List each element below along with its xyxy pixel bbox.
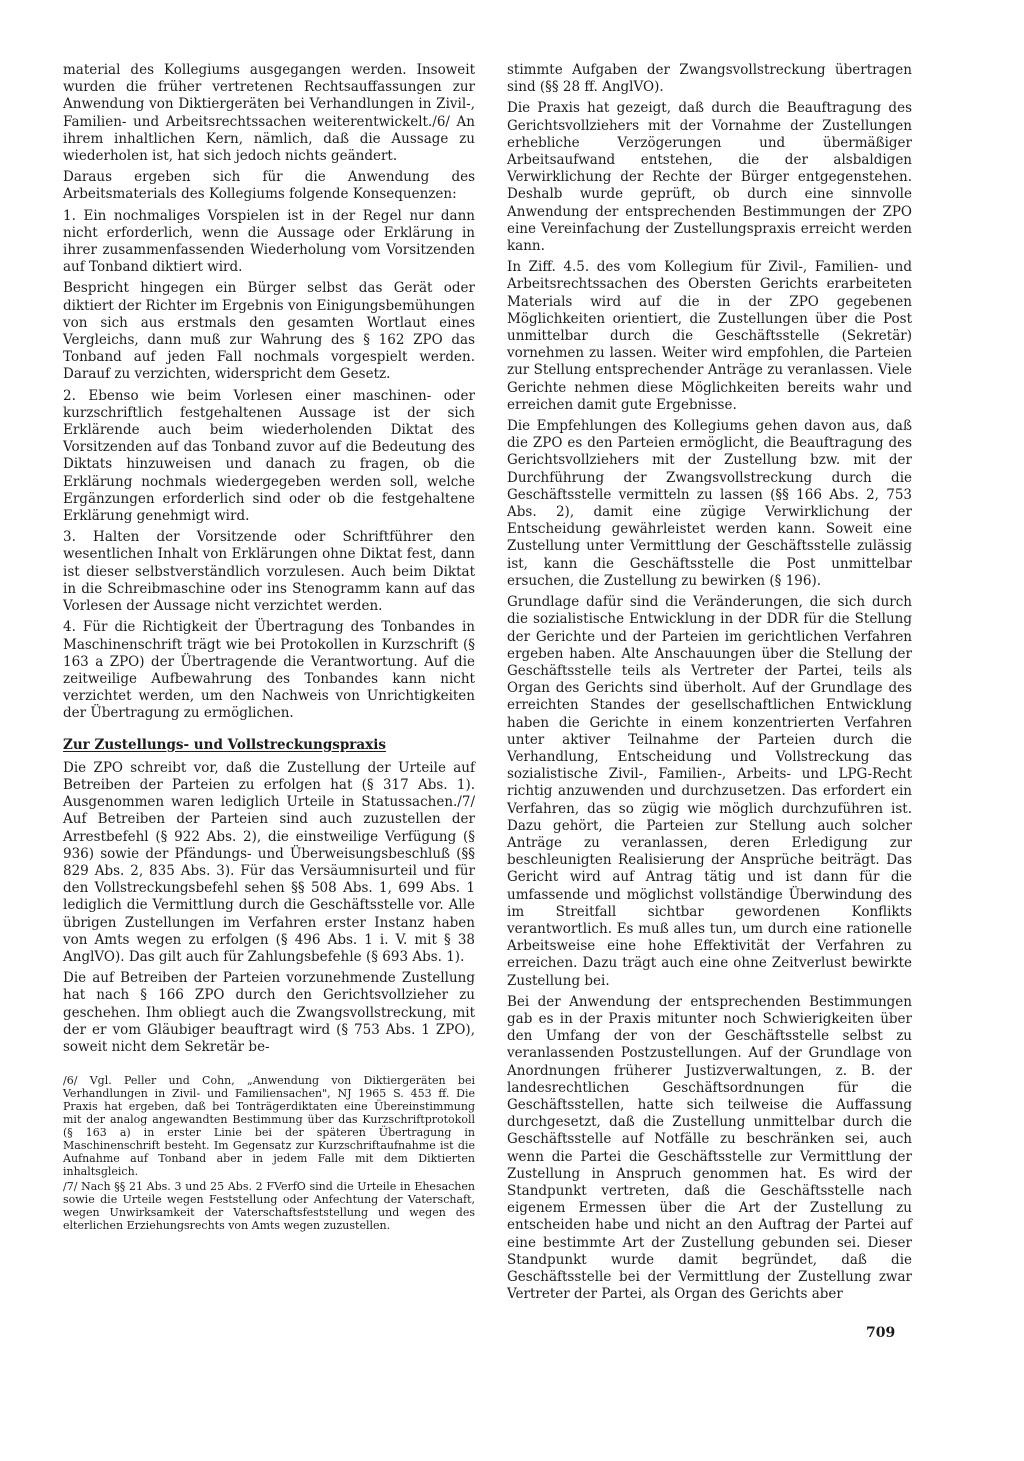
paragraph: Die Empfehlungen des Kollegiums gehen davon aus, daß die ZPO es den Parteien ermöglicht, die Beauftragung des Gerichtsvollziehers mit der Zustellung bzw. mit der Durchführung der Zwangsvollstreckung durch die Geschäftsstelle vermitteln zu lassen (§§ 166 Abs. 2, 753 Abs. 2), damit eine zügige Verwirklichung der Entscheidung gewährleistet werden kann. Soweit eine Zustellung unter Vermittlung der Geschäftsstelle zulässig ist, kann die Geschäftsstelle die Post unmittelbar ersuchen, die Zustellung zu bewirken (§ 196). xyxy=(507,418,912,589)
paragraph: Die auf Betreiben der Parteien vorzunehmende Zustellung hat nach § 166 ZPO durch den Gerichtsvollzieher zu geschehen. Ihm obliegt auch die Zwangsvollstreckung, mit der er vom Gläubiger beauftragt wird (§ 753 Abs. 1 ZPO), soweit nicht dem Sekretär be- xyxy=(63,970,475,1055)
left-column xyxy=(63,62,475,1234)
paragraph: Die ZPO schreibt vor, daß die Zustellung der Urteile auf Betreiben der Parteien zu erfolgen hat (§ 317 Abs. 1). Ausgenommen waren lediglich Urteile in Statussachen./7/ Auf Betreiben der Parteien sind auch zuzustellen der Arrestbefehl (§ 922 Abs. 2), die einstweilige Verfügung (§ 936) sowie der Pfändungs- und Überweisungsbeschluß (§§ 829 Abs. 2, 835 Abs. 3). Für das Versäumnisurteil und für den Vollstreckungsbefehl sehen §§ 508 Abs. 1, 699 Abs. 1 lediglich die Vermittlung durch die Geschäftsstelle vor. Alle übrigen Zustellungen im Verfahren erster Instanz haben von Amts wegen zu erfolgen (§ 496 Abs. 1 i. V. mit § 38 AnglVO). Das gilt auch für Zahlungsbefehle (§ 693 Abs. 1). xyxy=(63,759,475,965)
list-item: 2. Ebenso wie beim Vorlesen einer maschinen- oder kurzschriftlich festgehaltenen Aussage ist der sich Erklärende auch beim wiederholenden Diktat des Vorsitzenden auf das Tonband zuvor auf die Bedeutung des Diktats hinzuweisen und danach zu fragen, ob die Erklärung nochmals wiedergegeben werden soll, welche Ergänzungen erforderlich sind oder ob die festgehaltene Erklärung genehmigt wird. xyxy=(63,387,475,525)
section-heading: Zur Zustellungs- und Vollstreckungspraxis xyxy=(63,736,386,753)
right-column xyxy=(507,62,912,1307)
paragraph: Grundlage dafür sind die Veränderungen, die sich durch die sozialistische Entwicklung in der DDR für die Stellung der Gerichte und der Parteien im gerichtlichen Verfahren ergeben haben. Alte Anschauungen über die Stellung der Geschäftsstelle teils als Vertreter der Partei, teils als Organ des Gerichts sind überholt. Auf der Grundlage des erreichten Standes der gesellschaftlichen Entwicklung haben die Gerichte in einem konzentrierten Verfahren unter aktiver Teilnahme der Parteien durch die Verhandlung, Entscheidung und Vollstreckung das sozialistische Zivil-, Familien-, Arbeits- und LPG-Recht richtig anzuwenden und durchzusetzen. Das erfordert ein Verfahren, das so zügig wie möglich durchzuführen ist. Dazu gehört, die Parteien zur Stellung auch solcher Anträge zu veranlassen, deren Erledigung zur beschleunigten Realisierung der Ansprüche beiträgt. Das Gericht wird auf Antrag tätig und ist dann für die umfassende und möglichst vollständige Überwindung des im Streitfall sichtbar gewordenen Konflikts verantwortlich. Es muß alles tun, um durch eine rationelle Arbeitsweise eine hohe Effektivität der Verfahren zu erreichen. Dazu trägt auch eine ohne Zeitverlust bewirkte Zustellung bei. xyxy=(507,594,912,989)
paragraph: Die Praxis hat gezeigt, daß durch die Beauftragung des Gerichtsvollziehers mit der Vornahme der Zustellungen erhebliche Verzögerungen und übermäßiger Arbeitsaufwand entstehen, die der alsbaldigen Verwirklichung der Rechte der Bürger entgegenstehen. Deshalb wurde geprüft, ob durch eine sinnvolle Anwendung der entsprechenden Bestimmungen der ZPO eine Vereinfachung der Zustellungspraxis erreicht werden kann. xyxy=(507,100,912,255)
paragraph: material des Kollegiums ausgegangen werden. Insoweit wurden die früher vertretenen Rechtsauffassungen zur Anwendung von Diktiergeräten bei Verhandlungen in Zivil-, Familien- und Arbeitsrechtssachen weiterentwickelt./6/ An ihrem inhaltlichen Kern, nämlich, daß die Aussage zu wiederholen ist, hat sich jedoch nichts geändert. xyxy=(63,62,475,165)
paragraph: stimmte Aufgaben der Zwangsvollstreckung übertragen sind (§§ 28 ff. AnglVO). xyxy=(507,62,912,96)
list-item: 3. Halten der Vorsitzende oder Schriftführer den wesentlichen Inhalt von Erklärungen ohne Diktat fest, dann ist dieser selbstverständlich vorzulesen. Auch beim Diktat in die Schreibmaschine oder ins Stenogramm kann auf das Vorlesen der Aussage nicht verzichtet werden. xyxy=(63,529,475,615)
page-number: 709 xyxy=(866,1325,896,1341)
footnote: /6/ Vgl. Peller und Cohn, „Anwendung von Diktiergeräten bei Verhandlungen in Zivil- und Familiensachen", NJ 1965 S. 453 ff. Die Praxis hat ergeben, daß bei Tonträgerdiktaten eine Übereinstimmung mit der analog angewandten Bestimmung über das Kurzschriftprotokoll (§ 163 a) in erster Linie bei der späteren Übertragung in Maschinenschrift besteht. Im Gegensatz zur Kurzschriftaufnahme ist die Aufnahme auf Tonband aber in jedem Falle mit dem Diktierten inhaltsgleich. xyxy=(63,1074,475,1179)
footnote: /7/ Nach §§ 21 Abs. 3 und 25 Abs. 2 FVerfO sind die Urteile in Ehesachen sowie die Urteile wegen Feststellung oder Anfechtung der Vaterschaft, wegen Unwirksamkeit der Vaterschaftsfeststellung und wegen des elterlichen Erziehungsrechts von Amts wegen zuzustellen. xyxy=(63,1180,475,1233)
paragraph: In Ziff. 4.5. des vom Kollegium für Zivil-, Familien- und Arbeitsrechtssachen des Obersten Gerichts erarbeiteten Materials wird auf die in der ZPO gegebenen Möglichkeiten orientiert, die Zustellungen über die Post unmittelbar durch die Geschäftsstelle (Sekretär) vornehmen zu lassen. Weiter wird empfohlen, die Parteien zur Stellung entsprechender Anträge zu veranlassen. Viele Gerichte nehmen diese Möglichkeiten bereits wahr und erreichen damit gute Ergebnisse. xyxy=(507,259,912,413)
list-item: 1. Ein nochmaliges Vorspielen ist in der Regel nur dann nicht erforderlich, wenn die Aussage oder Erklärung in ihrer zusammenfassenden Wiederholung vom Vorsitzenden auf Tonband diktiert wird. xyxy=(63,207,475,276)
paragraph: Daraus ergeben sich für die Anwendung des Arbeitsmaterials des Kollegiums folgende Konsequenzen: xyxy=(63,169,475,203)
list-item: 4. Für die Richtigkeit der Übertragung des Tonbandes in Maschinenschrift trägt wie bei Protokollen in Kurzschrift (§ 163 a ZPO) der Übertragende die Verantwortung. Auf die zeitweilige Aufbewahrung des Tonbandes kann nicht verzichtet werden, um den Nachweis von Unrichtigkeiten der Übertragung zu ermöglichen. xyxy=(63,619,475,722)
paragraph: Bespricht hingegen ein Bürger selbst das Gerät oder diktiert der Richter im Ergebnis von Einigungsbemühungen von sich aus erstmals den gesamten Wortlaut eines Vergleichs, dann muß zur Wahrung des § 162 ZPO das Tonband auf jeden Fall nochmals vorgespielt werden. Darauf zu verzichten, widerspricht dem Gesetz. xyxy=(63,280,475,383)
footnotes xyxy=(63,1074,475,1232)
paragraph: Bei der Anwendung der entsprechenden Bestimmungen gab es in der Praxis mitunter noch Schwierigkeiten über den Umfang der von der Geschäftsstelle selbst zu veranlassenden Postzustellungen. Auf der Grundlage von Anordnungen früherer Justizverwaltungen, z. B. der landesrechtlichen Geschäftsordnungen für die Geschäftsstellen, hatte sich teilweise die Auffassung durchgesetzt, daß die Zustellung unmittelbar durch die Geschäftsstelle auf Notfälle zu beschränken sei, auch wenn die Partei die Geschäftsstelle zur Vermittlung der Zustellung in Anspruch genommen hat. Es wird der Standpunkt vertreten, daß die Geschäftsstelle nach eigenem Ermessen über die Art der Zustellung zu entscheiden habe und nicht an den Auftrag der Partei auf eine bestimmte Art der Zustellung gebunden sei. Dieser Standpunkt wurde damit begründet, daß die Geschäftsstelle bei der Vermittlung der Zustellung zwar Vertreter der Partei, als Organ des Gerichts aber xyxy=(507,993,912,1303)
